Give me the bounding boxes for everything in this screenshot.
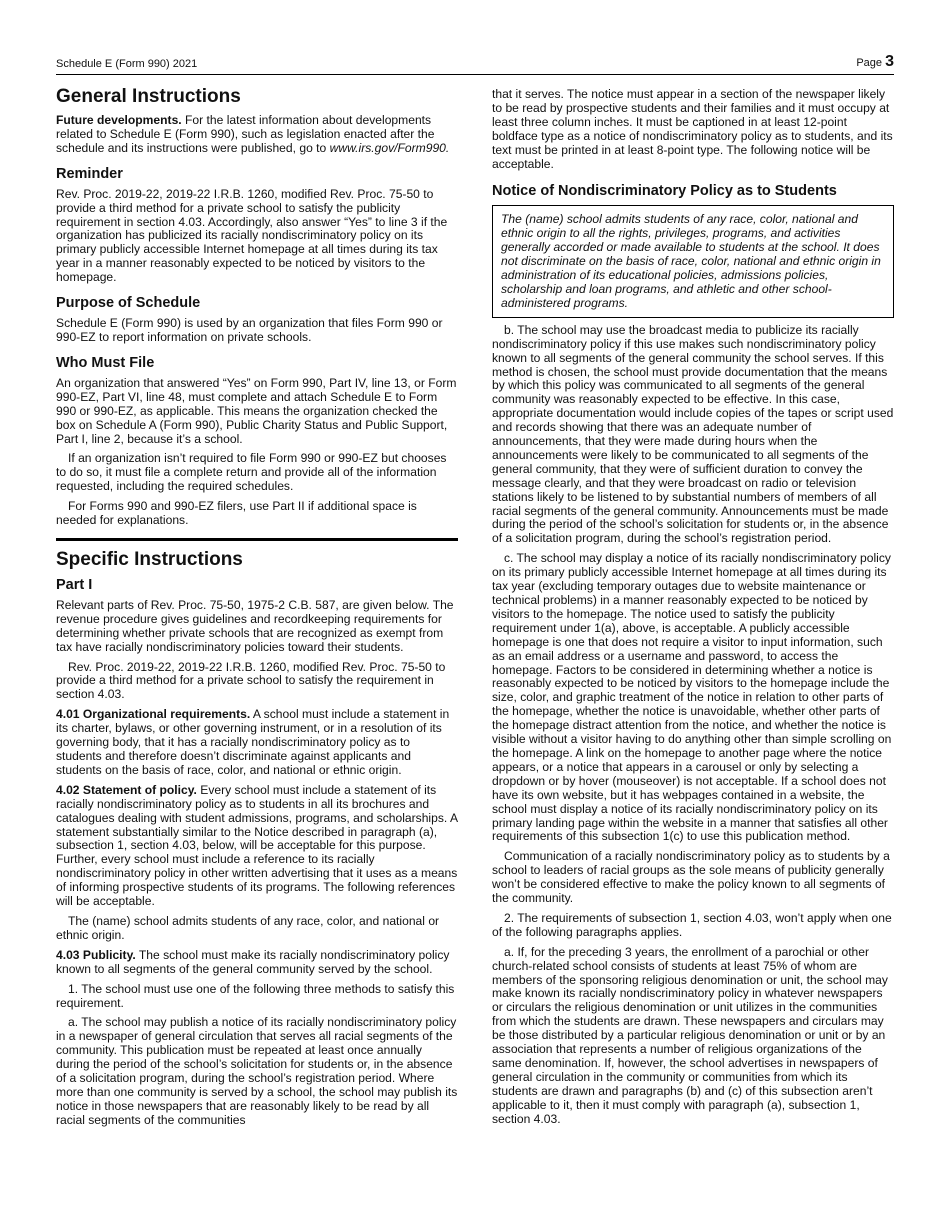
who-must-file-paragraph-3: For Forms 990 and 990-EZ filers, use Part II if additional space is needed for explanations. <box>56 499 417 528</box>
section-divider <box>56 538 458 541</box>
general-instructions-heading: General Instructions <box>56 86 241 107</box>
section-403-text: The school must make its racially nondiscriminatory policy known to all segments of the general community served by the school. <box>56 947 450 976</box>
section-403-lead: 4.03 Publicity. <box>56 947 136 962</box>
section-403-item-1a: a. The school may publish a notice of its racially nondiscriminatory policy in a newspaper of general circulation that serves all racial segments of the community. This publication must be repeated at least once annually during the period of the school’s solicitation for students or, in the absence of a solicitation program, during the school’s registration period. Where more than one community is served by a school, the school may publish its notice in those newspapers that are reasonably likely to be read by all racial segments of the communities <box>56 1015 458 1127</box>
section-402-reference: The (name) school admits students of any race, color, and national or ethnic origin. <box>56 913 440 942</box>
form-name: Schedule E (Form 990) 2021 <box>56 58 198 70</box>
future-developments-paragraph <box>56 114 458 156</box>
specific-instructions-heading: Specific Instructions <box>56 548 243 570</box>
item-1c-paragraph: c. The school may display a notice of its racially nondiscriminatory policy on its primary publicly accessible Internet homepage at all times during its tax year (excluding temporary outages due to website maintenance or technical problems) in a manner reasonably expected to be noticed by visitors to the homepage. The notice used to satisfy the publicity requirement under 1(a), above, is acceptable. A publicly accessible homepage is one that does not require a visitor to input information, such as an email address or a username and password, to access the homepage. Factors to be considered in determining whether a notice is reasonably expected to be noticed by visitors to the homepage include the size, color, and graphic treatment of the notice in relation to other parts of the homepage, whether the notice is unavoidable, whether other parts of the homepage distract attention from the notice, and whether the notice is visible without a visitor having to do anything other than simple scrolling on the homepage. A link on the homepage to another page where the notice appears, or a notice that appears in a carousel or only by selecting a dropdown or by hover (mouseover) is not acceptable. If a school does not have its own website, but it has webpages contained in a website, the school must display a notice of its racially nondiscriminatory policy on its primary landing page within the website in a manner that satisfies all other requirements of this subsection 1(c) to use this publication method. <box>492 551 892 844</box>
page-header <box>56 52 894 75</box>
item-2a-paragraph: a. If, for the preceding 3 years, the enrollment of a parochial or other church-related school consists of students at least 75% of whom are members of the sponsoring religious denomination or unit, the school may make known its racially nondiscriminatory policy in whatever newspapers or circulars the religious denomination or unit utilizes in the communities from which the students are drawn. These newspapers and circulars may be those distributed by a particular religious denomination or unit or by an association that represents a number of religious organizations of the same denomination. If, however, the school advertises in newspapers of general circulation in the community or communities from which its students are drawn and paragraphs (b) and (c) of this subsection aren’t applicable to it, then it must comply with paragraph (a), subsection 1, section 4.03. <box>492 944 888 1126</box>
item-1b-paragraph: b. The school may use the broadcast media to publicize its racially nondiscriminatory policy if this use makes such nondiscriminatory policy known to all segments of the general community the school serves. If this method is chosen, the school must provide documentation that the means by which this policy was communicated to all segments of the general community was reasonably expected to be effective. In this case, appropriate documentation would include copies of the tapes or script used and records showing that there was an adequate number of announcements, that they were made during hours when the announcements were likely to be communicated to all segments of the general community, that they were of sufficient duration to convey the message clearly, and that they were broadcast on radio or television stations likely to be listened to by substantial numbers of members of all racial segments of the general community. Announcements must be made during the period of the school’s solicitation for students or, in the absence of a solicitation program, during the school’s registration period. <box>492 322 894 546</box>
future-developments-text: For the latest information about developments related to Schedule E (Form 990), such as legislation enacted after the schedule and its instructions were published, go to <box>56 113 435 155</box>
section-402-paragraph <box>56 784 458 909</box>
section-401-paragraph <box>56 708 458 778</box>
notice-box: The (name) school admits students of any race, color, national and ethnic origin to all the rights, privileges, programs, and activities generally accorded or made available to students at the school. It does not discriminate on the basis of race, color, national and ethnic origin in administration of its educational policies, admissions policies, scholarship and loan programs, and athletic and other school-administered programs. <box>492 205 894 317</box>
page-indicator <box>856 53 894 71</box>
section-402-lead: 4.02 Statement of policy. <box>56 782 197 797</box>
purpose-heading: Purpose of Schedule <box>56 295 201 312</box>
section-401-text: A school must include a statement in its charter, bylaws, or other governing instrument, or in a resolution of its governing body, that it has a racially nondiscriminatory policy as to students and therefore doesn’t discriminate against applicants and students on the basis of race, color, and national or ethnic origin. <box>56 707 450 777</box>
who-must-file-paragraph-1: An organization that answered “Yes” on Form 990, Part IV, line 13, or Form 990-EZ, Part VI, line 48, must complete and attach Schedule E to Form 990 or 990-EZ, as applicable. This means the organization checked the box on Schedule A (Form 990), Public Charity Status and Public Support, Part I, line 2, because it’s a school. <box>56 375 457 446</box>
part-1-paragraph-1: Relevant parts of Rev. Proc. 75-50, 1975-2 C.B. 587, are given below. The revenue procedure gives guidelines and recordkeeping requirements for determining whether private schools that are recognized as exempt from tax have racially nondiscriminatory policies toward their students. <box>56 597 454 654</box>
right-column <box>492 88 894 1133</box>
section-403-paragraph <box>56 949 458 977</box>
reminder-paragraph: Rev. Proc. 2019-22, 2019-22 I.R.B. 1260, modified Rev. Proc. 75-50 to provide a third method for a private school to satisfy the publicity requirement in section 4.03. Accordingly, also answer “Yes” to line 3 if the organization has publicized its racially nondiscriminatory policy on its primary publicly accessible Internet homepage at all times during its tax year in a manner reasonably expected to be noticed by visitors to the homepage. <box>56 186 448 285</box>
irs-form990-link[interactable]: www.irs.gov/Form990. <box>329 140 450 155</box>
left-column <box>56 86 458 1134</box>
who-must-file-paragraph-2: If an organization isn’t required to file Form 990 or 990-EZ but chooses to do so, it must file a complete return and provide all of the information requested, including the required schedules. <box>56 451 447 494</box>
part-1-paragraph-2: Rev. Proc. 2019-22, 2019-22 I.R.B. 1260, modified Rev. Proc. 75-50 to provide a third method for a private school to satisfy the requirement in section 4.03. <box>56 659 446 702</box>
reminder-heading: Reminder <box>56 165 123 182</box>
page-label: Page <box>856 57 883 69</box>
who-must-file-heading: Who Must File <box>56 354 155 371</box>
section-402-text: Every school must include a statement of its racially nondiscriminatory policy as to students in all its brochures and catalogues dealing with student admissions, programs, and scholarships. A statement substantially similar to the Notice described in paragraph (a), subsection 1, section 4.03, below, will be acceptable for this purpose. Further, every school must include a reference to its racially nondiscriminatory policy in other written advertising that it uses as a means of informing prospective students of its programs. The following references will be acceptable. <box>56 782 458 909</box>
notice-heading: Notice of Nondiscriminatory Policy as to Students <box>492 183 837 200</box>
page-number: 3 <box>885 53 894 70</box>
continued-paragraph: that it serves. The notice must appear in a section of the newspaper likely to be read by prospective students and their families and it must occupy at least three column inches. It must be captioned in at least 12-point boldface type as a notice of nondiscriminatory policy as to students, and its text must be printed in at least 8-point type. The following notice will be acceptable. <box>492 87 893 171</box>
purpose-paragraph: Schedule E (Form 990) is used by an organization that files Form 990 or 990-EZ to report information on private schools. <box>56 316 443 344</box>
communication-paragraph: Communication of a racially nondiscriminatory policy as to students by a school to leaders of racial groups as the sole means of publicity generally won’t be considered effective to make the policy known to all segments of the community. <box>492 849 890 906</box>
section-403-item-1: 1. The school must use one of the following three methods to satisfy this requirement. <box>56 981 455 1010</box>
section-401-lead: 4.01 Organizational requirements. <box>56 707 251 722</box>
future-developments-lead: Future developments. <box>56 113 182 127</box>
part-1-heading: Part I <box>56 576 93 593</box>
item-2-paragraph: 2. The requirements of subsection 1, section 4.03, won’t apply when one of the following paragraphs applies. <box>492 910 892 939</box>
